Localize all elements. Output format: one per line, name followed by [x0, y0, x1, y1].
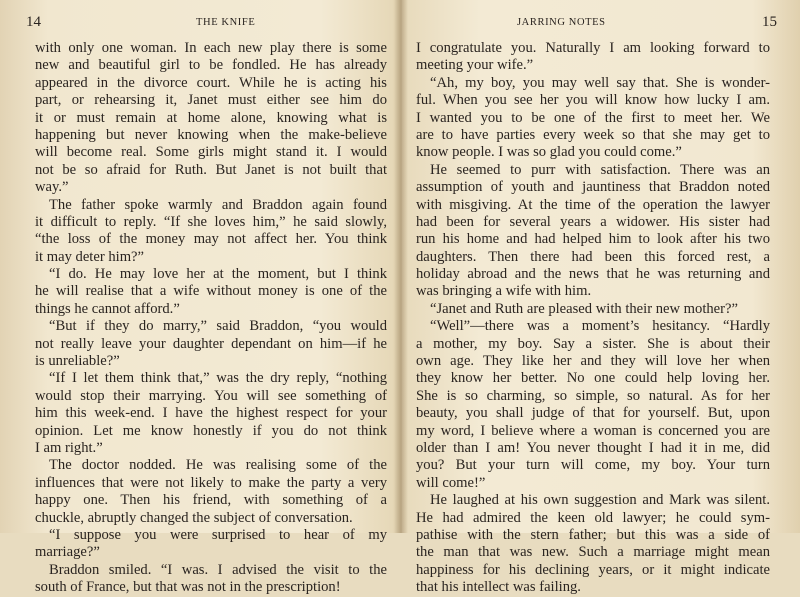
text-line: pathise with the stern father; but this was a side of: [416, 526, 770, 543]
left-page: [0, 0, 400, 596]
text-line: older than I am! You never thought I had it in me, did: [416, 439, 770, 456]
text-line: “Ah, my boy, you may well say that. She is wonder-: [430, 74, 770, 91]
text-line: had been for several years a widower. His sister had: [416, 213, 770, 230]
text-line: He laughed at his own suggestion and Mark was silent.: [430, 492, 770, 509]
text-line: the man that was new. Such a marriage might mean: [416, 544, 770, 561]
text-line: you? But your turn will come, my boy. Your turn: [416, 457, 770, 474]
text-line: He seemed to purr with satisfaction. There was an: [430, 161, 770, 178]
text-line: “I suppose you were surprised to hear of my: [49, 526, 387, 543]
text-line: I congratulate you. Naturally I am looking forward to: [416, 40, 770, 56]
text-line: ful. When you see her you will know how lucky I am.: [416, 92, 770, 109]
text-line: will become real. Some girls might stand it. I would: [35, 144, 387, 161]
text-line: part, or rehearsing it, Janet must either see him do: [35, 92, 387, 109]
text-line: meeting your wife.”: [416, 57, 534, 74]
text-line: She is so charming, so simple, so natural. As for her: [416, 387, 770, 404]
text-line: with misgiving. At the time of the operation the lawyer: [416, 196, 770, 213]
text-line: appeared in the divorce court. While he is acting his: [35, 74, 387, 91]
text-line: would stop their marrying. You will see something of: [35, 387, 387, 404]
text-line: “Janet and Ruth are pleased with their new mother?”: [430, 300, 738, 317]
running-title-left: THE KNIFE: [196, 17, 256, 28]
text-line: marriage?”: [35, 544, 100, 561]
text-line: new and beautiful girl to be fondled. He has already: [35, 57, 387, 74]
text-line: daughters. Then there had been this forced rest, a: [416, 248, 770, 265]
text-line: happening but never knowing when the make-believe: [35, 126, 387, 143]
text-line: He had admired the keen old lawyer; he could sym-: [416, 509, 770, 526]
text-line: “But if they do marry,” said Braddon, “you would: [49, 318, 387, 335]
text-line: The doctor nodded. He was realising some of the: [49, 457, 387, 474]
text-line: happy one. Then his friend, with something of a: [35, 492, 387, 509]
text-line: beauty, you shall judge of that for yourself. But, upon: [416, 405, 770, 422]
text-line: holiday abroad and the news that he was returning and: [416, 266, 770, 283]
text-line: a mother, my boy. Say a sister. She is about their: [416, 335, 770, 352]
text-line: my word, I believe where a woman is concerned you are: [416, 422, 770, 439]
page-number-left: 14: [26, 14, 41, 30]
text-line: he will realise that a wife without money is one of the: [35, 283, 387, 300]
left-page-text: [35, 40, 387, 597]
text-line: way.”: [35, 179, 69, 196]
text-line: own age. They like her and they will love her when: [416, 353, 770, 370]
text-line: south of France, but that was not in the prescription!: [35, 579, 341, 596]
text-line: things he cannot afford.”: [35, 300, 180, 317]
text-line: not be so afraid for Ruth. But Janet is not built that: [35, 161, 387, 178]
text-line: it difficult to reply. “If she loves him,” he said slowly,: [35, 213, 387, 230]
text-line: are to have parties every week so that she may get to: [416, 126, 770, 143]
text-line: they know her better. No one could help loving her.: [416, 370, 770, 387]
text-line: it or must remain at home alone, knowing what is: [35, 109, 387, 126]
text-line: I wanted you to be one of the first to meet her. We: [416, 109, 770, 126]
text-line: was bringing a wife with him.: [416, 283, 592, 300]
text-line: Braddon smiled. “I was. I advised the visit to the: [49, 561, 387, 578]
right-page: [400, 0, 800, 596]
text-line: it may deter him?”: [35, 248, 145, 265]
text-line: know people. I was so glad you could come.”: [416, 144, 682, 161]
text-line: run his home and had helped him to look after his two: [416, 231, 770, 248]
text-line: “Well”—there was a moment’s hesitancy. “Hardly: [430, 318, 770, 335]
text-line: I am right.”: [35, 439, 103, 456]
text-line: “the loss of the money may not affect her. You think: [35, 231, 387, 248]
text-line: will come!”: [416, 474, 486, 491]
text-line: is unreliable?”: [35, 353, 120, 370]
text-line: influences that were not likely to make the party a very: [35, 474, 387, 491]
text-line: not really leave your daughter dependant on him—if he: [35, 335, 387, 352]
text-line: The father spoke warmly and Braddon again found: [49, 196, 387, 213]
running-title-right: JARRING NOTES: [517, 17, 606, 28]
text-line: opinion. Let me know honestly if you do not think: [35, 422, 387, 439]
text-line: “I do. He may love her at the moment, but I think: [49, 266, 387, 283]
text-line: “If I let them think that,” was the dry reply, “nothing: [49, 370, 387, 387]
text-line: him this week-end. I have the highest respect for your: [35, 405, 387, 422]
right-page-text: [416, 40, 770, 597]
page-number-right: 15: [762, 14, 777, 30]
text-line: with only one woman. In each new play there is some: [35, 40, 387, 56]
text-line: that his intellect was failing.: [416, 579, 581, 596]
text-line: assumption of youth and jauntiness that Braddon noted: [416, 179, 770, 196]
text-line: chuckle, abruptly changed the subject of conversation.: [35, 509, 353, 526]
text-line: happiness for his declining years, or it might indicate: [416, 561, 770, 578]
